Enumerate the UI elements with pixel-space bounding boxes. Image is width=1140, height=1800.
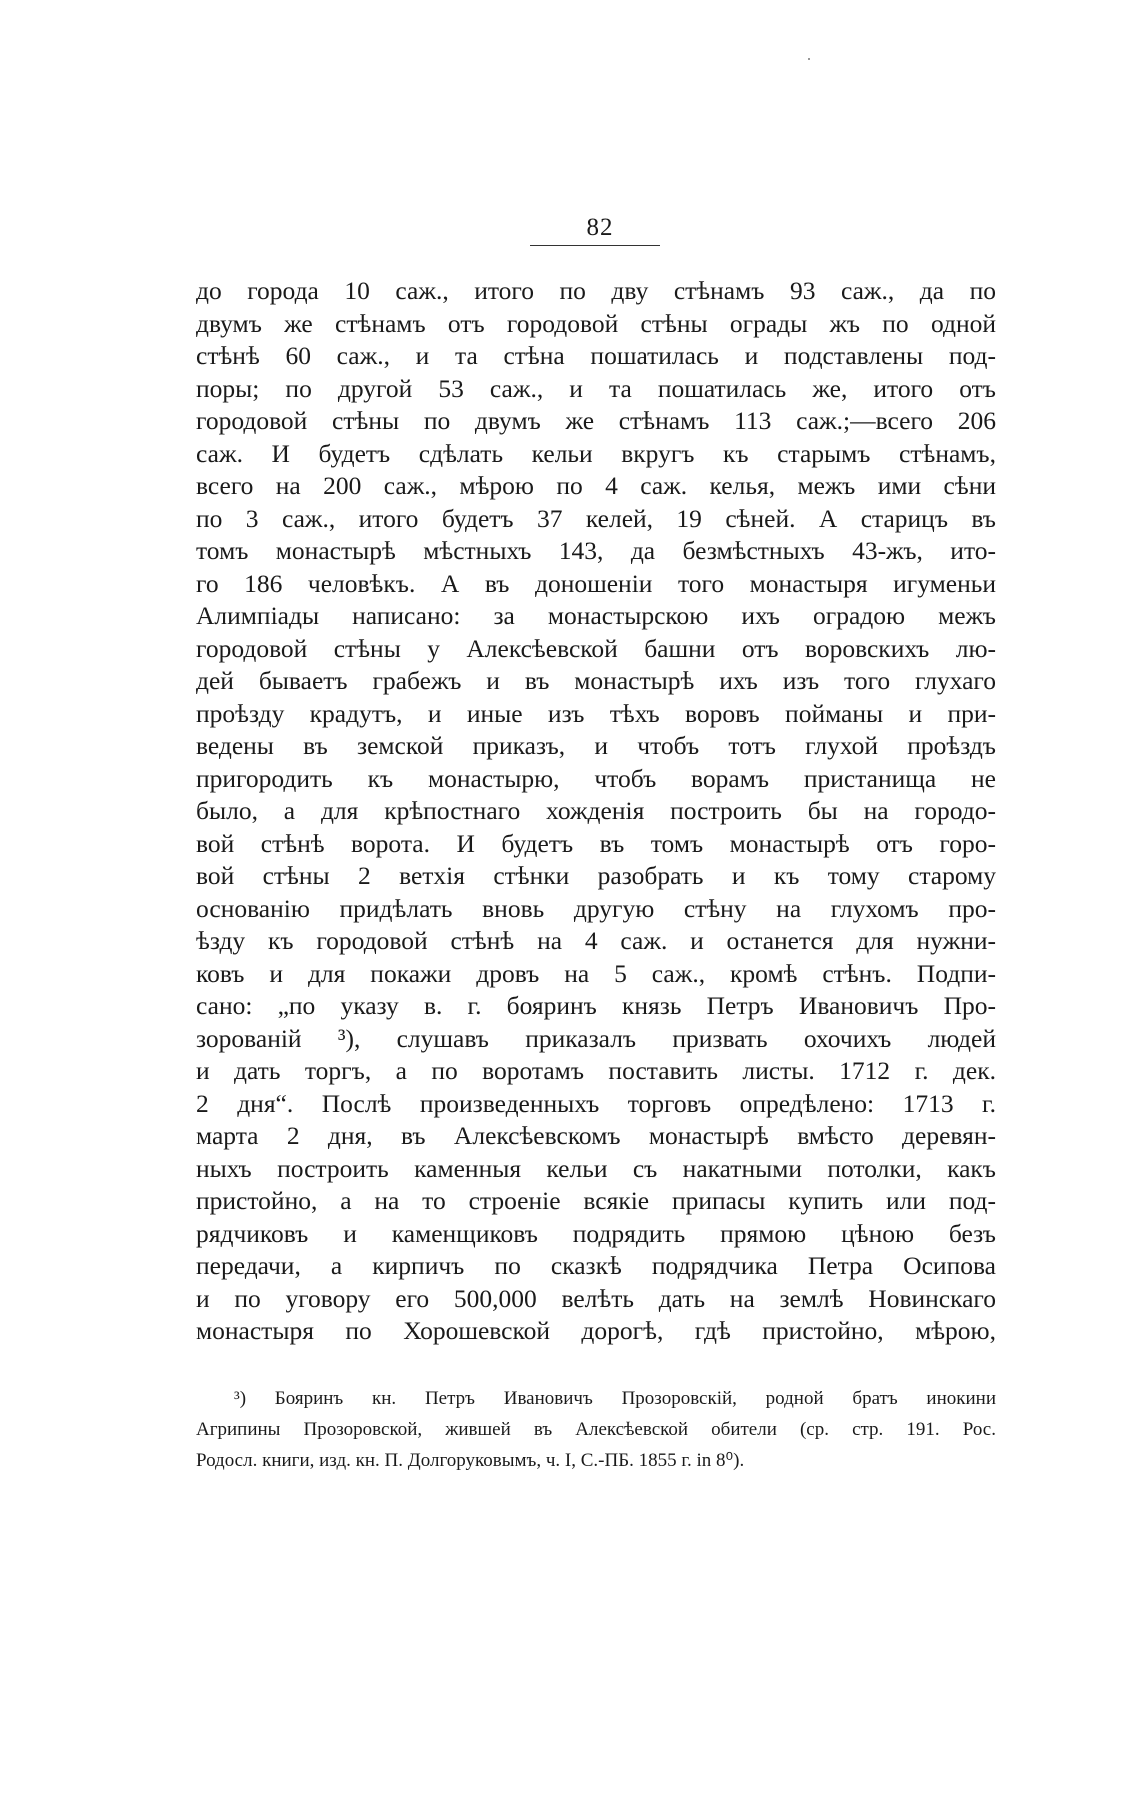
body-line: ѣзду къ городовой стѣнѣ на 4 саж. и останется для нужни- [196, 926, 996, 955]
footnote-line: Агрипины Прозоровской, жившей въ Алексѣевской обители (ср. стр. 191. Рос. [196, 1419, 996, 1440]
body-line: и дать торгъ, а по воротамъ поставить листы. 1712 г. дек. [196, 1056, 996, 1085]
footnotes [196, 1383, 996, 1476]
paper-speck [808, 58, 810, 60]
body-line: основанію придѣлать вновь другую стѣну на глухомъ про- [196, 893, 996, 923]
body-line: было, а для крѣпостнаго хожденія построить бы на городо- [196, 796, 996, 825]
body-line: всего на 200 саж., мѣрою по 4 саж. келья, межъ ими сѣни [196, 471, 996, 500]
body-line: поры; по другой 53 саж., и та пошатилась же, итого отъ [196, 373, 996, 403]
body-line: ныхъ построить каменныя кельи съ накатными потолки, какъ [196, 1153, 996, 1183]
body-line: городовой стѣны по двумъ же стѣнамъ 113 саж.;—всего 206 [196, 406, 996, 435]
body-line: стѣнѣ 60 саж., и та стѣна пошатилась и подставлены под- [196, 341, 996, 370]
body-line: зорованій ³), слушавъ приказалъ призвать охочихъ людей [196, 1023, 996, 1053]
body-line: передачи, а кирпичъ по сказкѣ подрядчика Петра Осипова [196, 1251, 996, 1280]
body-line: дей бываетъ грабежъ и въ монастырѣ ихъ изъ того глухаго [196, 666, 996, 695]
body-line: двумъ же стѣнамъ отъ городовой стѣны ограды жъ по одной [196, 308, 996, 338]
body-line: пристойно, а на то строеніе всякіе припасы купить или под- [196, 1186, 996, 1215]
footnote-line: Родосл. книги, изд. кн. П. Долгоруковымъ, ч. I, С.-ПБ. 1855 г. in 8⁰). [196, 1450, 745, 1471]
header-rule [530, 245, 660, 246]
body-line: го 186 человѣкъ. А въ доношеніи того монастыря игуменьи [196, 568, 996, 598]
body-line: по 3 саж., итого будетъ 37 келей, 19 сѣней. А старицъ въ [196, 503, 996, 533]
body-line: до города 10 саж., итого по дву стѣнамъ 93 саж., да по [196, 276, 996, 305]
body-line: вой стѣны 2 ветхія стѣнки разобрать и къ тому старому [196, 861, 996, 890]
body-line: монастыря по Хорошевской дорогѣ, гдѣ пристойно, мѣрою, [196, 1316, 996, 1345]
body-line: томъ монастырѣ мѣстныхъ 143, да безмѣстныхъ 43-жъ, ито- [196, 536, 996, 565]
body-line: марта 2 дня, въ Алексѣевскомъ монастырѣ вмѣсто деревян- [196, 1121, 996, 1150]
body-line: саж. И будетъ сдѣлать кельи вкругъ къ старымъ стѣнамъ, [196, 438, 996, 468]
body-line: сано: „по указу в. г. бояринъ князь Петръ Ивановичъ Про- [196, 991, 996, 1020]
body-line: пригородить къ монастырю, чтобъ ворамъ пристанища не [196, 763, 996, 793]
body-line: и по уговору его 500,000 велѣть дать на землѣ Новинскаго [196, 1283, 996, 1313]
body-text [196, 275, 996, 1348]
page-number: 82 [586, 214, 614, 241]
body-line: ведены въ земской приказъ, и чтобъ тотъ глухой проѣздъ [196, 731, 996, 760]
footnote-line: ³) Бояринъ кн. Петръ Ивановичъ Прозоровскій, родной братъ инокини [234, 1388, 996, 1409]
body-line: вой стѣнѣ ворота. И будетъ въ томъ монастырѣ отъ горо- [196, 828, 996, 858]
body-line: ковъ и для покажи дровъ на 5 саж., кромѣ стѣнъ. Подпи- [196, 958, 996, 988]
body-line: Алимпіады написано: за монастырскою ихъ оградою межъ [196, 601, 996, 630]
body-line: городовой стѣны у Алексѣевской башни отъ воровскихъ лю- [196, 633, 996, 663]
body-line: 2 дня“. Послѣ произведенныхъ торговъ опредѣлено: 1713 г. [196, 1088, 996, 1118]
body-line: проѣзду крадутъ, и иные изъ тѣхъ воровъ пойманы и при- [196, 698, 996, 728]
body-line: рядчиковъ и каменщиковъ подрядить прямою цѣною безъ [196, 1218, 996, 1248]
